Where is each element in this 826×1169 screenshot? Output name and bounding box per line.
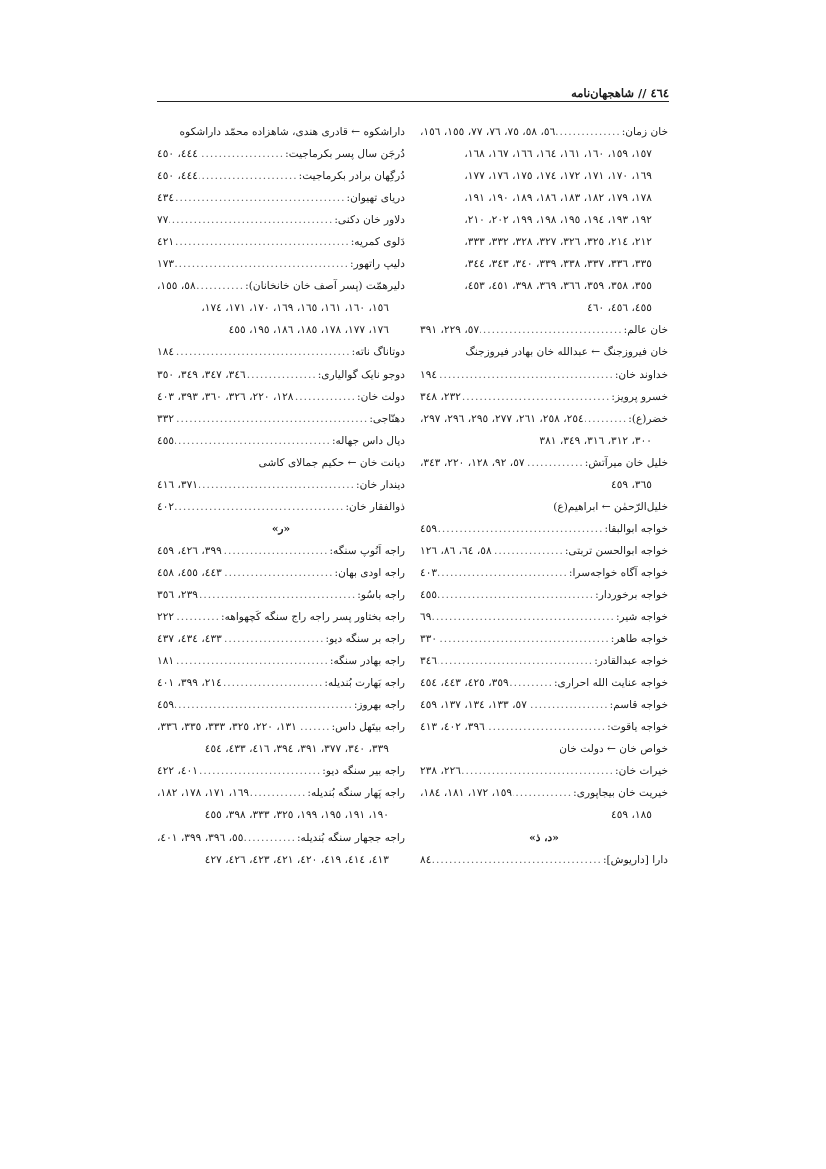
index-entry [157, 694, 405, 716]
entry-pages: ٢٥٤، ٢٥٨، ٢٦١، ٢٧٧، ٢٩٥، ٢٩٦، ٢٩٧، [420, 412, 584, 425]
page-number: ٤٦٤ [650, 86, 669, 100]
leader-dots [528, 694, 609, 716]
entry-term: خان عالم: [623, 324, 668, 337]
entry-pages: ٣٣٠ [420, 633, 438, 646]
entry-pages: ٢٣٩، ٣٥٦ [157, 588, 198, 601]
entry-pages-continued: ٣٦٥، ٤٥٩ [611, 478, 652, 491]
entry-pages-continued: ٣٣٩، ٣٤٠، ٣٧٧، ٣٩١، ٣٩٤، ٤١٦، ٤٣٣، ٤٥٤ [204, 743, 389, 756]
entry-pages: ٥٧، ١٣٣، ١٣٤، ١٣٧، ٤٥٩ [420, 699, 527, 712]
index-entry [420, 760, 668, 782]
entry-pages-continued: ١٨٥، ٤٥٩ [611, 809, 652, 822]
index-entry [420, 121, 668, 143]
entry-pages: ١٦٩، ١٧١، ١٧٨، ١٨٢، [157, 787, 250, 800]
index-column-left [157, 121, 405, 871]
index-entry [157, 760, 405, 782]
entry-term: خان زمان: [621, 126, 668, 138]
index-entry [420, 584, 668, 606]
entry-pages: ٥٦، ٥٨، ٧٥، ٧٦، ٧٧، ١٥٥، ١٥٦، [420, 126, 556, 138]
index-entry [157, 430, 405, 452]
leader-dots [199, 165, 298, 187]
entry-pages: ٢٢٦، ٢٣٨ [420, 765, 461, 778]
index-entry [157, 606, 405, 628]
leader-dots [513, 782, 572, 804]
entry-term: دوتاناگ ناته: [351, 346, 405, 359]
entry-term: خواجه طاهر: [610, 633, 668, 646]
index-entry [157, 275, 405, 297]
entry-term: خواجه آگاه خواجه‌سرا: [568, 566, 668, 579]
index-entry [157, 628, 405, 650]
entry-pages: ٣٤٦، ٣٤٧، ٣٤٩، ٣٥٠ [157, 368, 246, 381]
entry-term: راجه بر سنگه دیو: [325, 633, 405, 646]
leader-dots [438, 562, 568, 584]
entry-pages: ٢٢٢ [157, 611, 175, 624]
entry-pages: ٤٢١ [157, 236, 175, 249]
entry-term: دُرجَن سال پسر بکرماجیت: [285, 148, 405, 161]
index-entry [420, 716, 668, 738]
entry-term: دولت خان: [357, 390, 405, 403]
book-title: شاهجهان‌نامه [571, 86, 635, 100]
leader-dots [199, 474, 355, 496]
cross-reference-entry: خان فیروزجنگ ← عبدالله خان بهادر فیروزجنگ [465, 346, 668, 359]
entry-term: دلیپ راتهور: [350, 258, 405, 271]
index-entry [157, 496, 405, 518]
index-entry [157, 341, 405, 363]
header-separator: // [638, 86, 647, 100]
leader-dots [175, 606, 220, 628]
entry-pages-continued: ١٧٨، ١٧٩، ١٨٢، ١٨٣، ١٨٦، ١٨٩، ١٩٠، ١٩١، [464, 192, 652, 205]
entry-term: دوجو نایک گوالیاری: [317, 368, 405, 381]
entry-term: دیندار خان: [356, 478, 405, 491]
index-entry [157, 650, 405, 672]
index-entry [157, 782, 405, 804]
leader-dots [223, 628, 325, 650]
index-entry [420, 364, 668, 386]
entry-pages: ١٥٩، ١٧٢، ١٨١، ١٨٤، [420, 787, 513, 800]
entry-pages: ٤٠٢ [157, 500, 175, 513]
header-title-group [571, 86, 669, 100]
leader-dots [493, 540, 564, 562]
leader-dots [223, 562, 334, 584]
entry-term: دَلوی کمریه: [350, 236, 405, 249]
index-entry [420, 606, 668, 628]
index-entry [420, 782, 668, 804]
entry-pages: ٤٤٤، ٤٥٠ [157, 170, 198, 183]
entry-term: خداوند خان: [614, 368, 668, 381]
entry-term: راجه بیتَهل داس: [331, 721, 405, 734]
leader-dots [175, 694, 353, 716]
entry-pages-continued: ١٩٢، ١٩٣، ١٩٤، ١٩٥، ١٩٨، ١٩٩، ٢٠٢، ٢١٠، [464, 214, 652, 227]
entry-pages-continued: ٢١٢، ٢١٤، ٣٢٥، ٣٢٦، ٣٢٧، ٣٢٨، ٣٣٢، ٣٣٣، [464, 236, 652, 249]
index-entry [420, 562, 668, 584]
leader-dots [250, 782, 306, 804]
index-entry [420, 386, 668, 408]
entry-pages-continued: ٤١٣، ٤١٤، ٤١٩، ٤٢٠، ٤٢١، ٤٢٣، ٤٢٦، ٤٢٧ [204, 853, 389, 866]
index-entry [420, 452, 668, 474]
index-entry [157, 716, 405, 738]
cross-reference-entry: داراشکوه ← قادری هندی، شاهزاده محمّد داراشکوه [179, 126, 405, 138]
entry-pages: ٤٥٥ [420, 588, 438, 601]
entry-pages: ٤٥٥ [157, 434, 175, 447]
leader-dots [294, 386, 356, 408]
entry-pages: ٤٠١، ٤٢٢ [157, 765, 198, 778]
cross-reference-entry: دیانت خان ← حکیم جمالای کاشی [258, 456, 405, 469]
entry-term: راجه بختاور پسر راجه راج سنگه کَچهواهه: [221, 611, 405, 624]
leader-dots [486, 716, 606, 738]
leader-dots [298, 716, 331, 738]
header-rule [157, 101, 669, 102]
entry-term: خواجه ابوالبقا: [604, 522, 668, 535]
entry-term: دُرگِهان برادر بکرماجیت: [298, 170, 405, 183]
leader-dots [432, 849, 602, 871]
index-entry [157, 408, 405, 430]
leader-dots [510, 672, 553, 694]
entry-pages: ١٨٤ [157, 346, 175, 359]
leader-dots [432, 606, 615, 628]
index-entry [157, 209, 405, 231]
leader-dots [247, 364, 317, 386]
index-entry [157, 165, 405, 187]
entry-pages-continued: ١٧٦، ١٧٧، ١٧٨، ١٨٥، ١٨٦، ١٩٥، ٤٥٥ [228, 324, 389, 337]
entry-pages: ٤٣٤ [157, 192, 175, 205]
leader-dots [438, 584, 594, 606]
entry-pages: ٤٠٣ [420, 566, 438, 579]
index-entry [420, 694, 668, 716]
index-entry [157, 187, 405, 209]
leader-dots [175, 187, 345, 209]
entry-pages-continued: ٣٠٠، ٣١٢، ٣١٦، ٣٤٩، ٣٨١ [539, 434, 652, 447]
index-entry [420, 650, 668, 672]
leader-dots [223, 672, 324, 694]
index-entry [157, 672, 405, 694]
entry-term: خواجه ابوالحسن تربتی: [564, 544, 668, 557]
leader-dots [199, 584, 356, 606]
entry-pages: ١٨١ [157, 655, 175, 668]
entry-pages: ١٧٣ [157, 258, 175, 271]
leader-dots [585, 408, 628, 430]
entry-term: خیرات خان: [615, 765, 668, 778]
index-entry [157, 827, 405, 849]
entry-pages-continued: ٣٥٥، ٣٥٨، ٣٥٩، ٣٦٦، ٣٦٩، ٣٩٨، ٤٥١، ٤٥٣، [464, 280, 652, 293]
running-header [157, 78, 669, 100]
index-entry [420, 628, 668, 650]
entry-pages: ٥٨، ٦٤، ٨٦، ١٢٦ [420, 544, 492, 557]
entry-pages-continued: ٤٥٥، ٤٥٦، ٤٦٠ [587, 302, 652, 315]
index-entry [157, 143, 405, 165]
index-entry [157, 474, 405, 496]
index-entry [420, 672, 668, 694]
leader-dots [175, 408, 368, 430]
section-heading: «ر» [271, 522, 291, 535]
index-entry [420, 849, 668, 871]
entry-term: خسرو پرویز: [611, 390, 668, 403]
leader-dots [438, 364, 614, 386]
entry-pages: ٤٤٣، ٤٥٥، ٤٥٨ [157, 566, 222, 579]
entry-pages: ٢٣٢، ٣٤٨ [420, 390, 461, 403]
leader-dots [480, 319, 623, 341]
entry-pages: ٧٧ [157, 214, 169, 227]
entry-term: خیریت خان بیجاپوری: [573, 787, 668, 800]
entry-term: خواجه عبدالقادر: [594, 655, 668, 668]
index-entry [420, 408, 668, 430]
entry-term: دارا [داریوش]: [602, 853, 668, 866]
leader-dots [175, 253, 349, 275]
leader-dots [244, 827, 296, 849]
leader-dots [462, 386, 610, 408]
leader-dots [438, 628, 610, 650]
entry-pages: ٨٤ [420, 853, 432, 866]
entry-term: خلیل خان میرآتش: [584, 456, 668, 469]
leader-dots [199, 143, 284, 165]
entry-pages: ٣٣٢ [157, 412, 175, 425]
index-entry [420, 540, 668, 562]
entry-pages: ٣٥٩، ٤٢٥، ٤٤٣، ٤٥٤ [420, 677, 509, 690]
entry-pages: ٥٨، ١٥٥، [157, 280, 196, 293]
entry-term: خواجه عنایت الله احراری: [553, 677, 668, 690]
entry-term: راجه بهروز: [353, 699, 405, 712]
entry-term: راجه بیر سنگه دیو: [322, 765, 405, 778]
index-entry [157, 584, 405, 606]
index-column-right [420, 121, 668, 871]
entry-term: دیال داس جهاله: [331, 434, 405, 447]
entry-term: راجه باسُو: [357, 588, 405, 601]
leader-dots [175, 430, 331, 452]
entry-pages: ١٢٨، ٢٢٠، ٣٢٦، ٣٦٠، ٣٩٣، ٤٠٣ [157, 390, 294, 403]
leader-dots [438, 650, 593, 672]
entry-term: دریای تهیوان: [346, 192, 405, 205]
entry-pages: ٤٣٣، ٤٣٤، ٤٣٧ [157, 633, 222, 646]
entry-term: دهنّاجی: [369, 412, 405, 425]
entry-term: راجه بَهارت بُندیله: [324, 677, 405, 690]
entry-pages: ٥٧، ٢٢٩، ٣٩١ [420, 324, 480, 337]
index-entry [157, 253, 405, 275]
entry-pages: ٤٤٤، ٤٥٠ [157, 148, 198, 161]
entry-pages: ٣٧١، ٤١٦ [157, 478, 198, 491]
entry-term: راجه پَهار سنگه بُندیله: [307, 787, 405, 800]
index-entry [157, 364, 405, 386]
index-entry [420, 319, 668, 341]
entry-pages: ٣٤٦ [420, 655, 438, 668]
entry-term: دلیرهمّت (پسر آصف خان خانخانان): [245, 280, 405, 293]
entry-pages: ٤٥٩ [420, 522, 438, 535]
entry-term: خواجه یاقوت: [607, 721, 668, 734]
leader-dots [175, 231, 350, 253]
index-entry [157, 231, 405, 253]
leader-dots [199, 760, 321, 782]
entry-pages-continued: ١٥٧، ١٥٩، ١٦٠، ١٦١، ١٦٤، ١٦٦، ١٦٧، ١٦٨، [464, 148, 652, 161]
leader-dots [175, 496, 344, 518]
index-entry [157, 540, 405, 562]
entry-term: خواجه برخوردار: [595, 588, 668, 601]
entry-pages: ١٩٤ [420, 368, 438, 381]
entry-term: راجه ججهار سنگه بُندیله: [296, 831, 405, 844]
cross-reference-entry: خلیل‌الرّحمٰن ← ابراهیم(ع) [553, 500, 668, 513]
entry-pages-continued: ٣٣٥، ٣٣٦، ٣٣٧، ٣٣٨، ٣٣٩، ٣٤٠، ٣٤٣، ٣٤٤، [464, 258, 652, 271]
leader-dots [169, 209, 333, 231]
leader-dots [438, 518, 603, 540]
leader-dots [175, 341, 351, 363]
entry-term: خواجه قاسم: [609, 699, 668, 712]
entry-pages: ٣٩٦، ٤٠٢، ٤١٣ [420, 721, 485, 734]
entry-pages: ٥٥، ٣٩٦، ٣٩٩، ٤٠١، [157, 831, 244, 844]
leader-dots [462, 760, 614, 782]
cross-reference-entry: خواص خان ← دولت خان [559, 743, 668, 756]
entry-pages: ٤٥٩ [157, 699, 175, 712]
entry-term: خضر(ع): [628, 412, 668, 425]
entry-term: خواجه شیر: [615, 611, 668, 624]
index-entry [157, 386, 405, 408]
entry-term: راجه بهادر سنگه: [329, 655, 405, 668]
section-heading: «د، ذ» [529, 831, 559, 844]
leader-dots [556, 121, 620, 143]
entry-pages: ٥٧، ٩٢، ١٢٨، ٢٢٠، ٣٤٣، [420, 456, 525, 469]
entry-pages-continued: ١٩٠، ١٩١، ١٩٥، ١٩٩، ٣٢٥، ٣٣٣، ٣٩٨، ٤٥٥ [204, 809, 389, 822]
entry-pages: ١٣١، ٢٢٠، ٣٢٥، ٣٣٣، ٣٣٥، ٣٣٦، [157, 721, 297, 734]
entry-pages-continued: ١٦٩، ١٧٠، ١٧١، ١٧٢، ١٧٤، ١٧٥، ١٧٦، ١٧٧، [464, 170, 652, 183]
entry-term: ذوالفقار خان: [345, 500, 405, 513]
entry-pages-continued: ١٥٦، ١٦٠، ١٦١، ١٦٥، ١٦٩، ١٧٠، ١٧١، ١٧٤، [201, 302, 389, 315]
index-entry [157, 562, 405, 584]
entry-term: دلاور خان دکنی: [334, 214, 405, 227]
leader-dots [526, 452, 584, 474]
entry-pages: ٦٩ [420, 611, 432, 624]
leader-dots [197, 275, 244, 297]
entry-term: راجه اودی بهان: [334, 566, 405, 579]
leader-dots [175, 650, 329, 672]
entry-term: راجه اَنُوپ سنگه: [329, 544, 405, 557]
leader-dots [223, 540, 329, 562]
index-entry [420, 518, 668, 540]
entry-pages: ٣٩٩، ٤٢٦، ٤٥٩ [157, 544, 222, 557]
entry-pages: ٢١٤، ٣٩٩، ٤٠١ [157, 677, 222, 690]
